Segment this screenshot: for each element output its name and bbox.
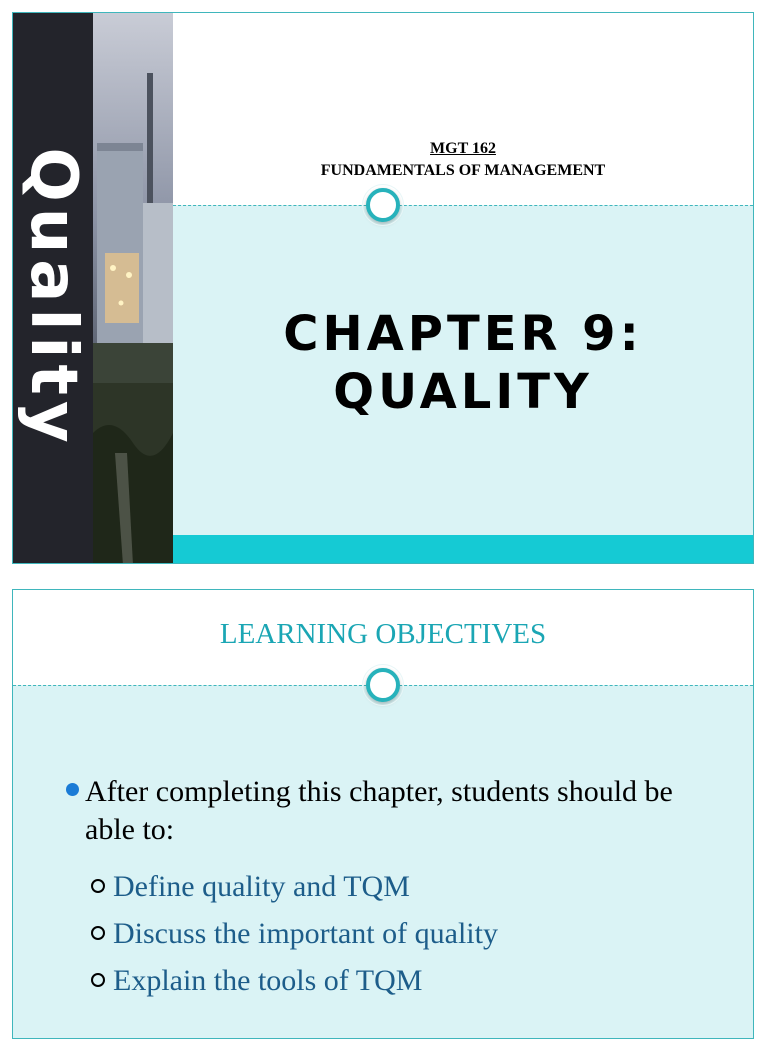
intro-bullet xyxy=(85,773,715,849)
title-slide xyxy=(12,12,754,564)
chapter-title-line2: QUALITY xyxy=(333,364,593,420)
intro-text: After completing this chapter, students should be able to: xyxy=(85,775,673,846)
list-item xyxy=(91,863,498,910)
objectives-list xyxy=(91,863,498,1004)
objective-text: Explain the tools of TQM xyxy=(113,964,423,997)
bullet-dot-icon xyxy=(66,783,79,796)
side-word: Quality xyxy=(16,147,90,449)
hollow-bullet-icon xyxy=(91,926,105,940)
course-code: MGT 162 xyxy=(430,140,496,157)
objective-text: Define quality and TQM xyxy=(113,870,410,903)
course-name: FUNDAMENTALS OF MANAGEMENT xyxy=(320,162,606,179)
hollow-bullet-icon xyxy=(91,973,105,987)
objective-text: Discuss the important of quality xyxy=(113,917,498,950)
chapter-title xyxy=(173,305,753,421)
ring-ornament-icon xyxy=(366,668,400,702)
chapter-title-line1: CHAPTER 9: xyxy=(283,306,643,362)
objectives-slide xyxy=(12,589,754,1039)
title-header-area xyxy=(173,13,753,205)
list-item xyxy=(91,957,498,1004)
list-item xyxy=(91,910,498,957)
hollow-bullet-icon xyxy=(91,879,105,893)
ring-ornament-icon xyxy=(366,188,400,222)
objectives-body-area xyxy=(13,685,753,1038)
side-word-panel xyxy=(13,13,93,564)
divider-line xyxy=(173,205,753,206)
title-body-area xyxy=(173,205,753,535)
factory-photo xyxy=(93,13,173,564)
accent-bar xyxy=(173,535,753,564)
side-photo-panel xyxy=(13,13,173,564)
objectives-title: LEARNING OBJECTIVES xyxy=(219,618,547,650)
